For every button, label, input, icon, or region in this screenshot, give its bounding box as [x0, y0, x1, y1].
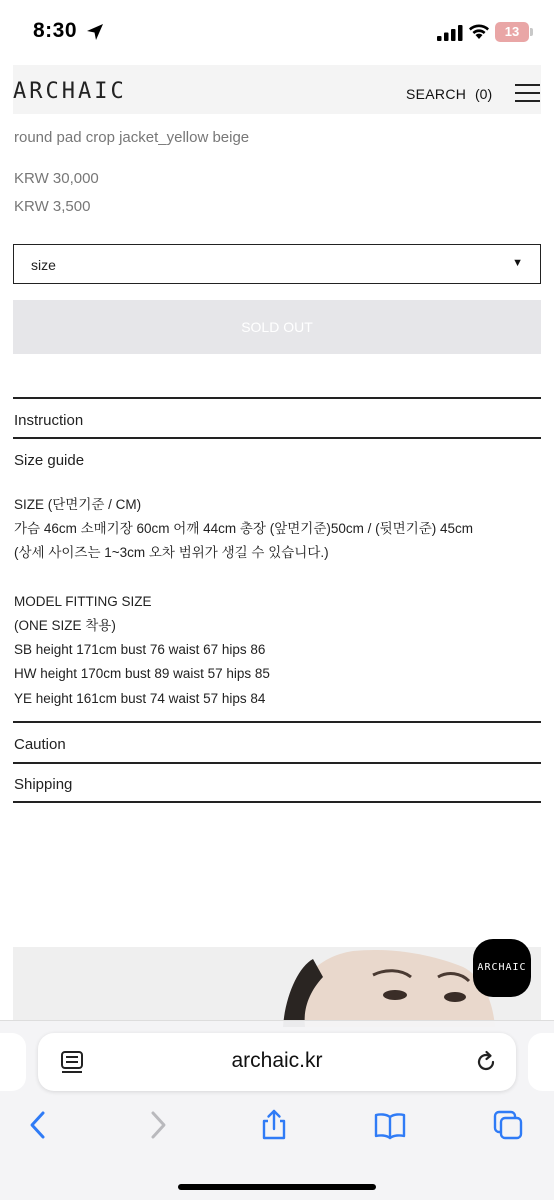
cart-count[interactable]: (0) — [475, 86, 493, 102]
wifi-icon — [468, 22, 490, 40]
shipping-price: KRW 3,500 — [14, 198, 91, 215]
size-guide-line: SB height 171cm bust 76 waist 67 hips 86 — [14, 642, 266, 658]
product-price: KRW 30,000 — [14, 170, 99, 187]
size-guide-line: (ONE SIZE 착용) — [14, 617, 116, 633]
site-logo[interactable]: ARCHAIC — [13, 79, 127, 104]
size-select[interactable] — [13, 244, 541, 284]
cellular-signal-icon — [437, 25, 463, 41]
size-guide-line: (상세 사이즈는 1~3cm 오차 범위가 생길 수 있습니다.) — [14, 545, 329, 561]
product-name: round pad crop jacket_yellow beige — [14, 129, 250, 146]
size-guide-content — [14, 493, 534, 711]
url-text: archaic.kr — [231, 1049, 323, 1072]
model-photo-illustration — [13, 947, 541, 1027]
size-guide-line: MODEL FITTING SIZE — [14, 593, 152, 609]
section-instruction[interactable]: Instruction — [14, 412, 84, 429]
forward-chevron-icon[interactable] — [142, 1109, 174, 1141]
share-icon[interactable] — [258, 1109, 290, 1141]
status-bar — [0, 0, 554, 64]
section-divider — [13, 801, 541, 803]
section-divider — [13, 762, 541, 764]
next-tab-peek[interactable] — [528, 1033, 554, 1091]
home-indicator[interactable] — [178, 1184, 376, 1190]
dropdown-caret-icon: ▼ — [512, 257, 523, 269]
section-caution[interactable]: Caution — [14, 736, 66, 753]
previous-tab-peek[interactable] — [0, 1033, 26, 1091]
browser-toolbar — [0, 1020, 554, 1200]
site-header — [13, 65, 541, 114]
back-chevron-icon[interactable] — [22, 1109, 54, 1141]
reload-icon[interactable] — [474, 1050, 498, 1074]
size-guide-line: SIZE (단면기준 / CM) — [14, 497, 142, 512]
battery-level: 13 — [504, 24, 520, 39]
battery-tip — [530, 28, 533, 36]
status-time: 8:30 — [33, 19, 78, 42]
size-guide-line: HW height 170cm bust 89 waist 57 hips 85 — [14, 666, 270, 682]
section-divider — [13, 721, 541, 723]
size-select-label: size — [31, 257, 56, 273]
size-guide-line — [14, 566, 534, 590]
bookmarks-book-icon[interactable] — [374, 1109, 406, 1141]
product-photo — [13, 947, 541, 1027]
floating-archaic-button[interactable]: ARCHAIC — [473, 939, 531, 997]
location-arrow-icon — [86, 23, 104, 41]
address-bar[interactable] — [38, 1033, 516, 1091]
section-size-guide[interactable]: Size guide — [14, 452, 85, 469]
battery-indicator — [495, 22, 529, 42]
size-guide-line: 가슴 46cm 소매기장 60cm 어깨 44cm 총장 (앞면기준)50cm / (뒷면기준) 45cm — [14, 521, 474, 537]
section-shipping[interactable]: Shipping — [14, 776, 73, 793]
size-guide-line: YE height 161cm bust 74 waist 57 hips 84 — [14, 690, 266, 706]
search-link[interactable]: SEARCH — [406, 86, 467, 102]
section-divider — [13, 437, 541, 439]
section-divider — [13, 397, 541, 399]
soldout-button[interactable]: SOLD OUT — [13, 300, 541, 354]
hamburger-menu-icon[interactable] — [515, 84, 540, 102]
tabs-icon[interactable] — [492, 1109, 524, 1141]
